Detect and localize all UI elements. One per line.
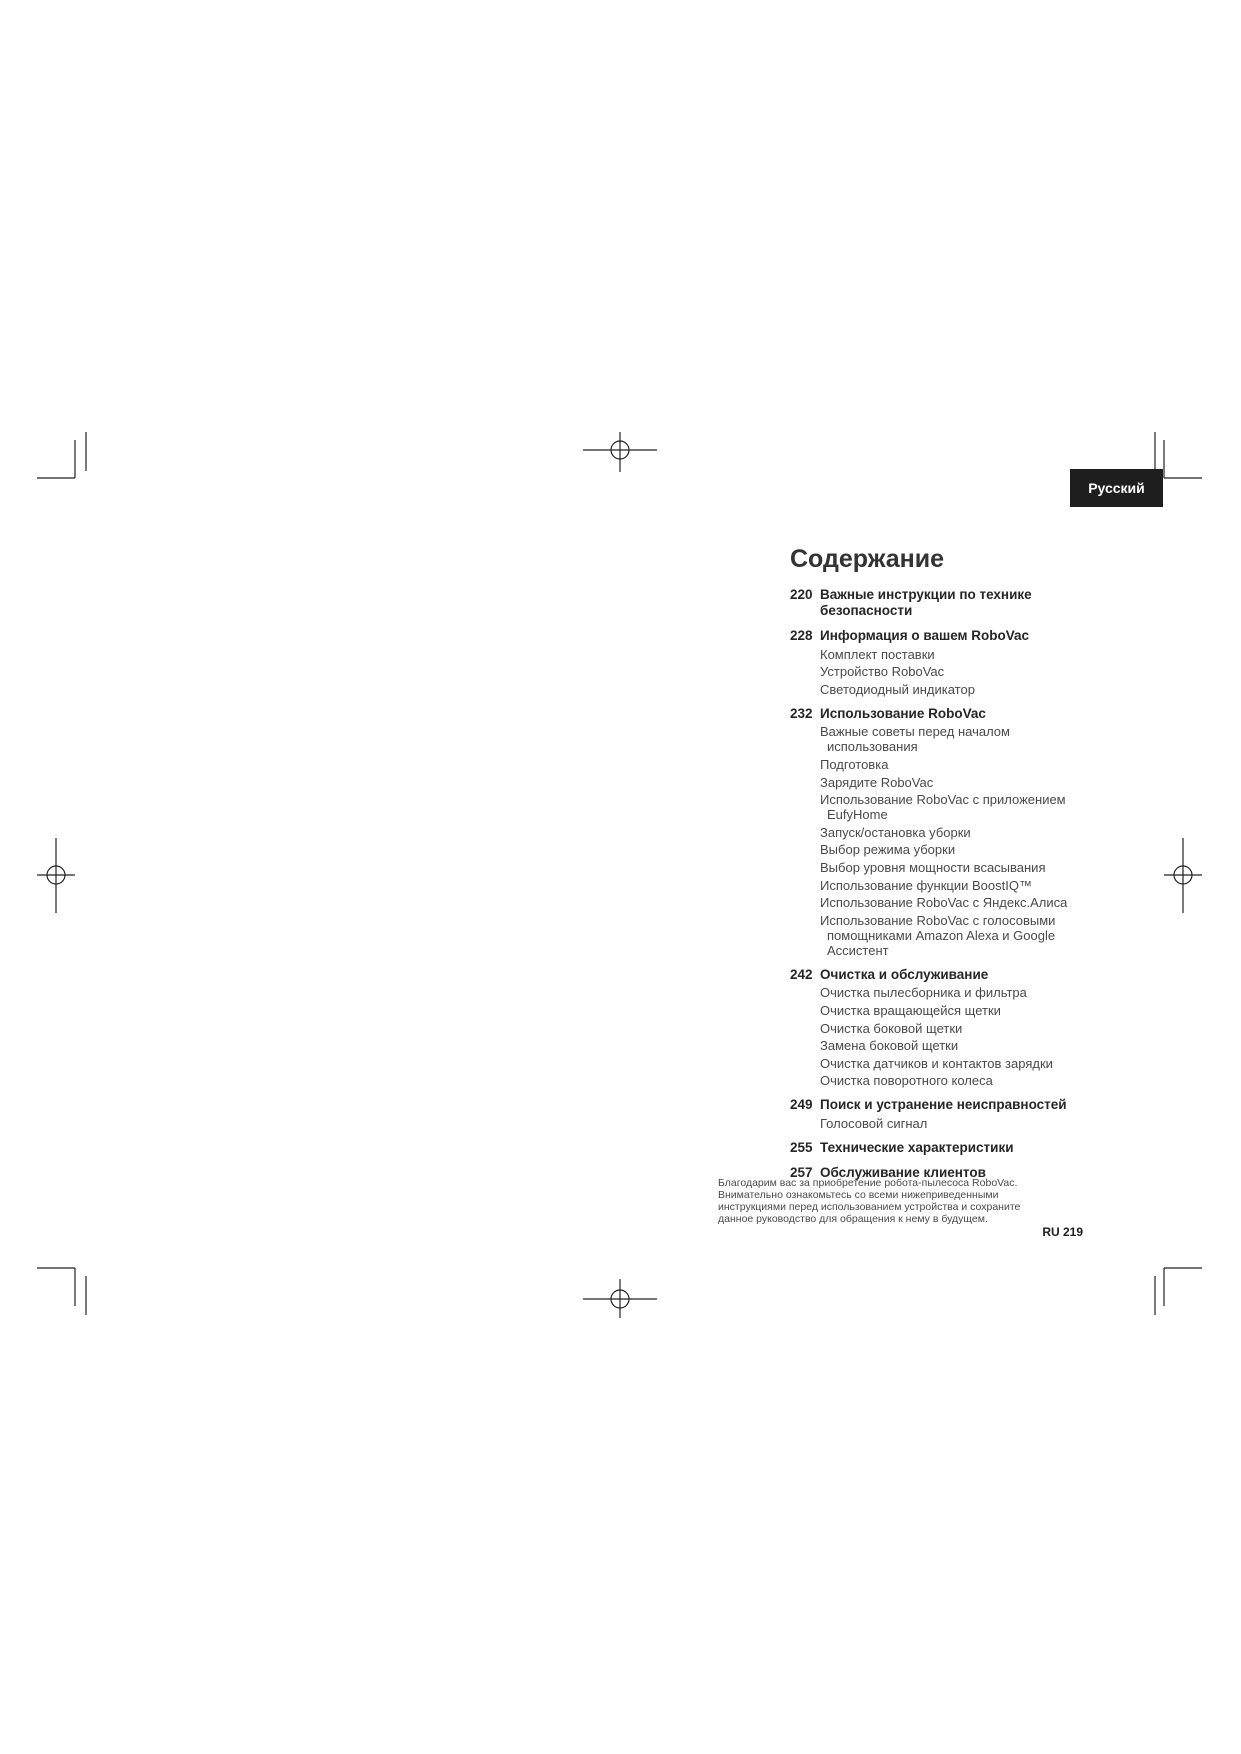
- section-page-number: 249: [790, 1097, 813, 1113]
- intro-text: Благодарим вас за приобретение робота-пылесоса RoboVac. Внимательно ознакомьтесь со всеми нижеприведенными инструкциями перед использованием устройства и сохраните данное руководство для обращения к нему в будущем.: [718, 1177, 1021, 1225]
- toc-subitem: Запуск/остановка уборки: [820, 824, 971, 840]
- section-page-number: 232: [790, 705, 813, 721]
- toc-section: [790, 1140, 1090, 1156]
- toc-subitem: Голосовой сигнал: [820, 1115, 928, 1131]
- crop-mark-top-left: [37, 432, 86, 478]
- page-number: RU 219: [1042, 1225, 1083, 1239]
- crop-mark-bottom-left: [37, 1268, 86, 1315]
- toc-subitem: Очистка датчиков и контактов зарядки: [820, 1055, 1053, 1071]
- toc-subitem: Очистка пылесборника и фильтра: [820, 985, 1027, 1001]
- toc-section: [790, 967, 1090, 983]
- section-page-number: 242: [790, 966, 813, 982]
- toc-subitem: Использование функции BoostIQ™: [820, 877, 1032, 893]
- toc-subitem: Очистка поворотного колеса: [820, 1073, 993, 1089]
- toc-section: [790, 587, 1090, 619]
- toc-section: [790, 706, 1090, 722]
- section-title: Технические характеристики: [820, 1139, 1014, 1155]
- toc-section: [790, 628, 1090, 644]
- toc-subitem: Очистка вращающейся щетки: [820, 1002, 1001, 1018]
- toc-subitem: Выбор уровня мощности всасывания: [820, 859, 1046, 875]
- toc-subitem: Использование RoboVac с Яндекс.Алиса: [820, 895, 1068, 911]
- section-page-number: 228: [790, 628, 813, 643]
- toc-subitem: Подготовка: [820, 756, 889, 772]
- toc-section: [790, 1097, 1090, 1113]
- toc-subitem: Устройство RoboVac: [820, 664, 945, 680]
- section-page-number: 220: [790, 587, 813, 602]
- toc-subitem: Важные советы перед началом использования: [820, 724, 1010, 755]
- crop-mark-bottom-right: [1155, 1268, 1202, 1315]
- toc-subitem: Замена боковой щетки: [820, 1038, 959, 1054]
- toc-subitem: Использование RoboVac с голосовыми помощниками Amazon Alexa и Google Ассистент: [820, 912, 1056, 958]
- registration-mark-bottom: [583, 1279, 657, 1318]
- language-tab: Русский: [1070, 469, 1163, 507]
- toc-subitem: Очистка боковой щетки: [820, 1020, 963, 1036]
- registration-mark-left: [37, 838, 75, 913]
- section-page-number: 255: [790, 1139, 813, 1155]
- section-title: Информация о вашем RoboVac: [820, 628, 1030, 643]
- toc-subitem: Зарядите RoboVac: [820, 774, 934, 790]
- section-title: Очистка и обслуживание: [820, 966, 989, 982]
- toc-subitem: Выбор режима уборки: [820, 842, 956, 858]
- toc-title: Содержание: [790, 545, 945, 573]
- toc-subitem: Комплект поставки: [820, 646, 935, 662]
- table-of-contents: [790, 587, 1090, 1181]
- registration-mark-top: [583, 432, 657, 472]
- toc-subitem: Использование RoboVac с приложением EufyHome: [820, 792, 1066, 823]
- toc-subitem: Светодиодный индикатор: [820, 681, 975, 697]
- section-title: Использование RoboVac: [820, 705, 986, 721]
- section-title: Обслуживание клиентов: [820, 1164, 986, 1180]
- section-page-number: 257: [790, 1164, 813, 1180]
- registration-mark-right: [1164, 838, 1202, 913]
- section-title: Поиск и устранение неисправностей: [820, 1097, 1067, 1113]
- section-title: Важные инструкции по технике безопасности: [820, 587, 1032, 618]
